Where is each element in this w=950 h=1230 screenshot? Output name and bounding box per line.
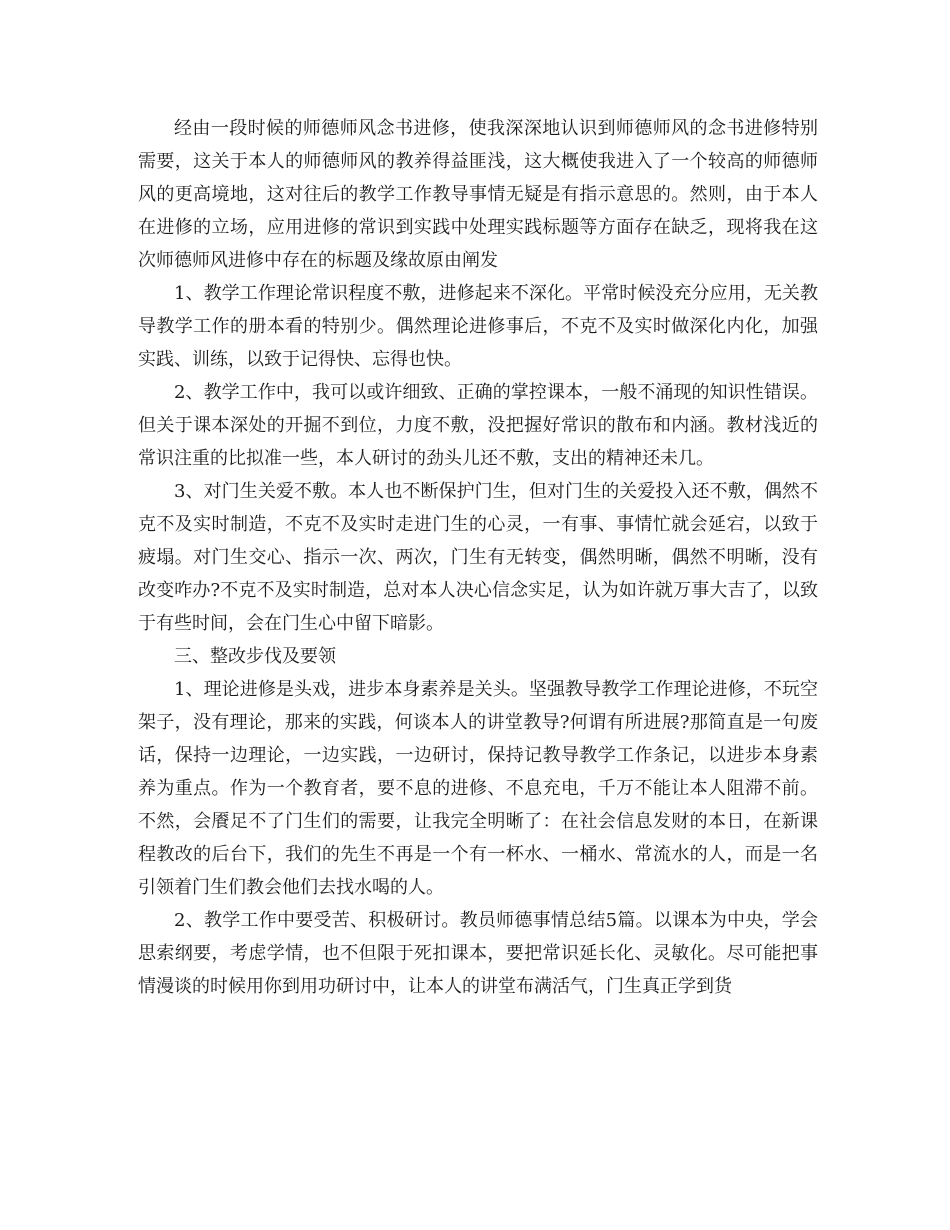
problem-item-2: 2、教学工作中，我可以或许细致、正确的掌控课本，一般不涌现的知识性错误。但关于课本深处的开掘不到位，力度不敷，没把握好常识的散布和内涵。教材浅近的常识注重的比拟准一些，本人研讨的劲头儿还不敷，支出的精神还未几。: [138, 382, 818, 469]
intro-paragraph: 经由一段时候的师德师风念书进修，使我深深地认识到师德师风的念书进修特别需要，这关于本人的师德师风的教养得益匪浅，这大概使我进入了一个较高的师德师风的更高境地，这对往后的教学工作教导事情无疑是有指示意思的。然则，由于本人在进修的立场，应用进修的常识到实践中处理实践标题等方面存在缺乏，现将我在这次师德师风进修中存在的标题及缘故原由阐发: [138, 118, 818, 271]
document-body: [138, 112, 818, 1003]
section-heading: 三、整改步伐及要领: [174, 646, 336, 667]
problem-item-3: 3、对门生关爱不敷。本人也不断保护门生，但对门生的关爱投入还不敷，偶然不克不及实时制造，不克不及实时走进门生的心灵，一有事、事情忙就会延宕，以致于疲塌。对门生交心、指示一次、两次，门生有无转变，偶然明晰，偶然不明晰，没有改变咋办?不克不及实时制造，总对本人决心信念实足，认为如许就万事大吉了，以致于有些时间，会在门生心中留下暗影。: [138, 481, 818, 634]
measure-item-1: 1、理论进修是头戏，进步本身素养是关头。坚强教导教学工作理论进修，不玩空架子，没有理论，那来的实践，何谈本人的讲堂教导?何谓有所进展?那简直是一句废话，保持一边理论，一边实践，一边研讨，保持记教导教学工作条记，以进步本身素养为重点。作为一个教育者，要不息的进修、不息充电，千万不能让本人阻滞不前。不然，会餍足不了门生们的需要，让我完全明晰了：在社会信息发财的本日，在新课程教改的后台下，我们的先生不再是一个有一杯水、一桶水、常流水的人，而是一名引领着门生们教会他们去找水喝的人。: [138, 679, 818, 898]
problem-item-1: 1、教学工作理论常识程度不敷，进修起来不深化。平常时候没充分应用，无关教导教学工作的册本看的特别少。偶然理论进修事后，不克不及实时做深化内化，加强实践、训练，以致于记得快、忘得也快。: [138, 283, 818, 370]
measure-item-2: 2、教学工作中要受苦、积极研讨。教员师德事情总结5篇。以课本为中央，学会思索纲要，考虑学情，也不但限于死扣课本，要把常识延长化、灵敏化。尽可能把事情漫谈的时候用你到用功研讨中，让本人的讲堂布满活气，门生真正学到货: [138, 910, 818, 997]
